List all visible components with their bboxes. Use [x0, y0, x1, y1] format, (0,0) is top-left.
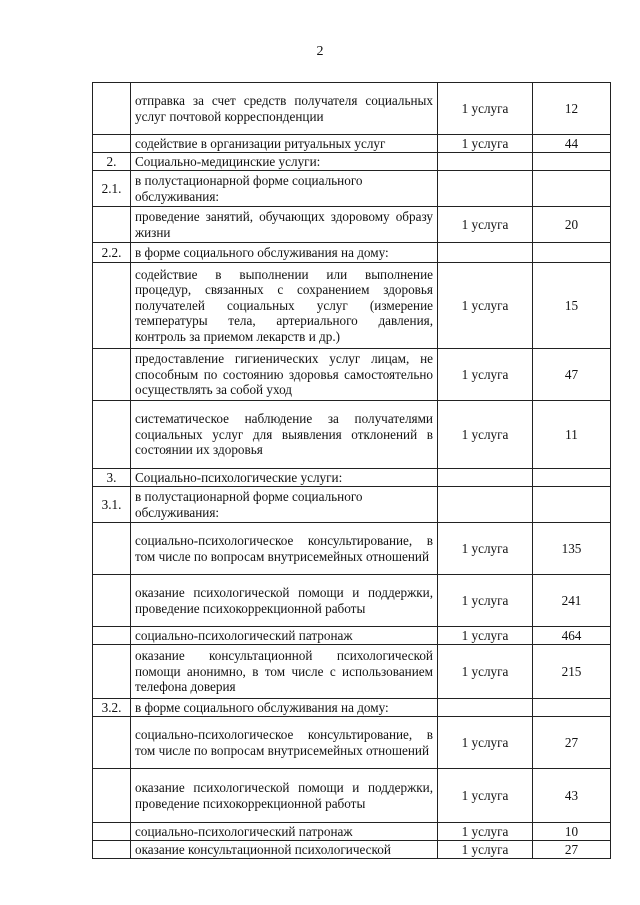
row-number-cell	[93, 207, 131, 243]
unit-cell: 1 услуга	[438, 769, 533, 823]
table-row	[93, 469, 611, 487]
service-name-cell: оказание консультационной психологической помощи анонимно, в том числе с использованием телефона доверия	[131, 645, 438, 699]
service-name-cell: в полустационарной форме социального обслуживания:	[131, 171, 438, 207]
table-row	[93, 349, 611, 401]
row-number-cell: 3.	[93, 469, 131, 487]
unit-cell: 1 услуга	[438, 349, 533, 401]
table-row	[93, 153, 611, 171]
unit-cell	[438, 487, 533, 523]
row-number-cell	[93, 263, 131, 349]
unit-cell: 1 услуга	[438, 717, 533, 769]
value-cell: 215	[533, 645, 611, 699]
table-row	[93, 263, 611, 349]
service-name-cell: содействие в выполнении или выполнение процедур, связанных с сохранением здоровья получателей социальных услуг (измерение температуры тела, артериального давления, контроль за приемом лекарств и др.)	[131, 263, 438, 349]
row-number-cell	[93, 349, 131, 401]
row-number-cell	[93, 769, 131, 823]
unit-cell: 1 услуга	[438, 523, 533, 575]
value-cell: 47	[533, 349, 611, 401]
row-number-cell: 2.2.	[93, 243, 131, 263]
row-number-cell	[93, 523, 131, 575]
unit-cell: 1 услуга	[438, 83, 533, 135]
value-cell	[533, 699, 611, 717]
value-cell: 10	[533, 823, 611, 841]
table-row	[93, 717, 611, 769]
unit-cell	[438, 171, 533, 207]
service-name-cell: в форме социального обслуживания на дому:	[131, 243, 438, 263]
value-cell: 12	[533, 83, 611, 135]
value-cell	[533, 153, 611, 171]
table-row	[93, 171, 611, 207]
table-row	[93, 823, 611, 841]
service-name-cell: проведение занятий, обучающих здоровому образу жизни	[131, 207, 438, 243]
value-cell: 43	[533, 769, 611, 823]
service-name-cell: Социально-медицинские услуги:	[131, 153, 438, 171]
services-table	[92, 82, 611, 859]
value-cell: 135	[533, 523, 611, 575]
value-cell: 15	[533, 263, 611, 349]
unit-cell: 1 услуга	[438, 823, 533, 841]
table-row	[93, 627, 611, 645]
value-cell: 464	[533, 627, 611, 645]
row-number-cell	[93, 841, 131, 859]
value-cell: 241	[533, 575, 611, 627]
unit-cell: 1 услуга	[438, 575, 533, 627]
unit-cell: 1 услуга	[438, 627, 533, 645]
row-number-cell	[93, 575, 131, 627]
table-row	[93, 243, 611, 263]
unit-cell: 1 услуга	[438, 645, 533, 699]
row-number-cell: 3.2.	[93, 699, 131, 717]
table-row	[93, 699, 611, 717]
value-cell: 27	[533, 717, 611, 769]
row-number-cell: 3.1.	[93, 487, 131, 523]
unit-cell: 1 услуга	[438, 401, 533, 469]
service-name-cell: Социально-психологические услуги:	[131, 469, 438, 487]
row-number-cell	[93, 83, 131, 135]
table-row	[93, 401, 611, 469]
unit-cell	[438, 153, 533, 171]
service-name-cell: в форме социального обслуживания на дому:	[131, 699, 438, 717]
unit-cell	[438, 699, 533, 717]
table-row	[93, 207, 611, 243]
row-number-cell	[93, 401, 131, 469]
service-name-cell: в полустационарной форме социального обслуживания:	[131, 487, 438, 523]
service-name-cell: предоставление гигиенических услуг лицам, не способным по состоянию здоровья самостоятельно осуществлять за собой уход	[131, 349, 438, 401]
value-cell: 20	[533, 207, 611, 243]
row-number-cell	[93, 135, 131, 153]
value-cell	[533, 171, 611, 207]
row-number-cell	[93, 717, 131, 769]
value-cell: 44	[533, 135, 611, 153]
row-number-cell	[93, 823, 131, 841]
table-row	[93, 841, 611, 859]
unit-cell	[438, 469, 533, 487]
table-row	[93, 769, 611, 823]
service-name-cell: социально-психологический патронаж	[131, 627, 438, 645]
services-table-body	[93, 83, 611, 859]
table-row	[93, 575, 611, 627]
service-name-cell: отправка за счет средств получателя социальных услуг почтовой корреспонденции	[131, 83, 438, 135]
table-row	[93, 135, 611, 153]
service-name-cell: оказание психологической помощи и поддержки, проведение психокоррекционной работы	[131, 575, 438, 627]
value-cell	[533, 487, 611, 523]
unit-cell: 1 услуга	[438, 135, 533, 153]
unit-cell: 1 услуга	[438, 841, 533, 859]
row-number-cell	[93, 645, 131, 699]
row-number-cell: 2.	[93, 153, 131, 171]
service-name-cell: оказание консультационной психологической	[131, 841, 438, 859]
row-number-cell	[93, 627, 131, 645]
unit-cell: 1 услуга	[438, 207, 533, 243]
service-name-cell: социально-психологический патронаж	[131, 823, 438, 841]
service-name-cell: содействие в организации ритуальных услуг	[131, 135, 438, 153]
value-cell	[533, 469, 611, 487]
unit-cell	[438, 243, 533, 263]
value-cell: 11	[533, 401, 611, 469]
service-name-cell: социально-психологическое консультирование, в том числе по вопросам внутрисемейных отношений	[131, 523, 438, 575]
row-number-cell: 2.1.	[93, 171, 131, 207]
service-name-cell: оказание психологической помощи и поддержки, проведение психокоррекционной работы	[131, 769, 438, 823]
value-cell	[533, 243, 611, 263]
table-row	[93, 83, 611, 135]
service-name-cell: социально-психологическое консультирование, в том числе по вопросам внутрисемейных отношений	[131, 717, 438, 769]
unit-cell: 1 услуга	[438, 263, 533, 349]
page-number: 2	[316, 44, 324, 59]
value-cell: 27	[533, 841, 611, 859]
service-name-cell: систематическое наблюдение за получателями социальных услуг для выявления отклонений в состоянии их здоровья	[131, 401, 438, 469]
table-row	[93, 487, 611, 523]
table-row	[93, 523, 611, 575]
table-row	[93, 645, 611, 699]
